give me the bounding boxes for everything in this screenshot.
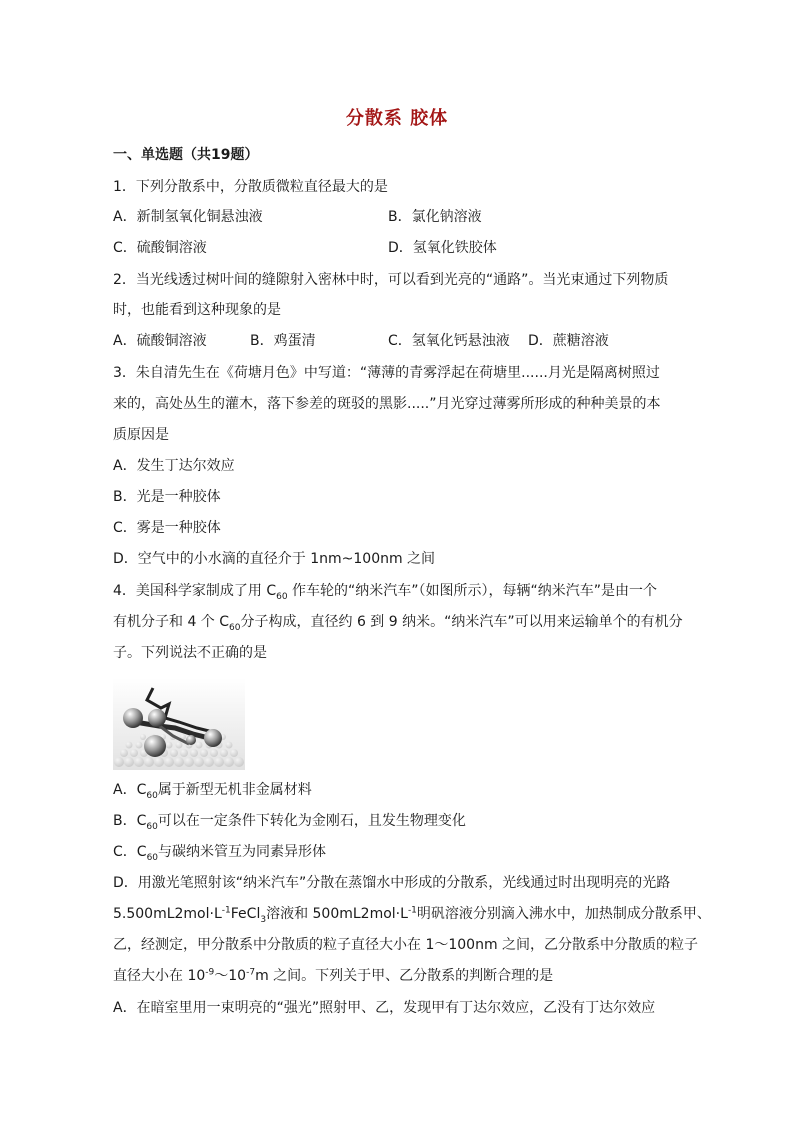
q5-l1-d: 明矾溶液分别滴入沸水中，加热制成分散系甲、 <box>416 906 711 922</box>
q3-option-c: C．雾是一种胶体 <box>113 520 221 536</box>
q5-l1-b: FeCl <box>230 906 261 922</box>
q5-l1-sup: -1 <box>221 905 231 916</box>
q4-line2-part2: 分子构成，直径约 6 到 9 纳米。“纳米汽车”可以用来运输单个的有机分 <box>240 614 683 630</box>
q4-line1-part2: 作车轮的“纳米汽车”（如图所示），每辆“纳米汽车”是由一个 <box>287 583 658 599</box>
q5-l1-sub: 3 <box>260 914 267 925</box>
q4-option-b-sub: 60 <box>146 821 158 832</box>
q4-option-c <box>113 842 326 862</box>
q4-option-a <box>113 780 312 800</box>
q4-option-b <box>113 811 466 831</box>
q5-stem-line1 <box>113 904 711 924</box>
nanocar-image <box>113 678 245 770</box>
page-title: 分散系 胶体 <box>345 108 449 129</box>
q4-line1-part1: 4．美国科学家制成了用 C <box>113 583 277 599</box>
q1-option-b: B．氯化钠溶液 <box>388 209 482 225</box>
q5-l3-c: m 之间。下列关于甲、乙分散系的判断合理的是 <box>255 968 554 984</box>
q5-l1-sup2: -1 <box>407 905 417 916</box>
q1-option-a: A．新制氢氧化铜悬浊液 <box>113 209 263 225</box>
q4-option-b-prefix: B．C <box>113 813 147 829</box>
q3-stem-line3: 质原因是 <box>113 427 169 443</box>
q4-option-a-prefix: A．C <box>113 782 147 798</box>
q3-stem-line2: 来的，高处丛生的灌木，落下参差的斑驳的黑影.....”月光穿过薄雾所形成的种种美景的本 <box>113 396 661 412</box>
q1-option-d: D．氢氧化铁胶体 <box>388 240 497 256</box>
q4-stem-line3: 子。下列说法不正确的是 <box>113 645 267 661</box>
q1-stem: 1．下列分散系中，分散质微粒直径最大的是 <box>113 179 388 195</box>
q5-l3-a: 直径大小在 10 <box>113 968 206 984</box>
q1-option-c: C．硫酸铜溶液 <box>113 240 207 256</box>
q4-line1-sub: 60 <box>276 591 288 602</box>
q5-l1-c: 溶液和 500mL2mol·L <box>266 906 408 922</box>
q3-stem-line1: 3．朱自清先生在《荷塘月色》中写道：“薄薄的青雾浮起在荷塘里......月光是隔离树照过 <box>113 365 660 381</box>
q4-line2-sub: 60 <box>229 622 241 633</box>
q2-option-d: D．蔗糖溶液 <box>528 333 609 349</box>
q4-option-a-sub: 60 <box>146 790 158 801</box>
q5-stem-line2: 乙，经测定，甲分散系中分散质的粒子直径大小在 1～100nm 之间，乙分散系中分散质的粒子 <box>113 937 699 953</box>
q2-stem-line1: 2．当光线透过树叶间的缝隙射入密林中时，可以看到光亮的“通路”。当光束通过下列物质 <box>113 272 669 288</box>
q4-option-a-text: 属于新型无机非金属材料 <box>157 782 312 798</box>
q5-l3-sup2: -7 <box>246 967 256 978</box>
q4-stem-line1 <box>113 581 657 601</box>
q2-option-c: C．氢氧化钙悬浊液 <box>388 333 510 349</box>
q3-option-d: D．空气中的小水滴的直径介于 1nm~100nm 之间 <box>113 551 436 567</box>
q4-line2-part1: 有机分子和 4 个 C <box>113 614 230 630</box>
q4-option-b-text: 可以在一定条件下转化为金刚石，且发生物理变化 <box>157 813 466 829</box>
q5-l1-a: 5.500mL2mol·L <box>113 906 222 922</box>
q5-stem-line3 <box>113 966 553 986</box>
q4-stem-line2 <box>113 612 683 632</box>
q5-l3-b: ～10 <box>214 968 247 984</box>
q4-option-d: D．用激光笔照射该“纳米汽车”分散在蒸馏水中形成的分散系，光线通过时出现明亮的光路 <box>113 875 671 891</box>
q4-option-c-text: 与碳纳米管互为同素异形体 <box>158 844 327 860</box>
q5-l3-sup1: -9 <box>205 967 215 978</box>
q2-option-a: A．硫酸铜溶液 <box>113 333 207 349</box>
q2-option-b: B．鸡蛋清 <box>250 333 316 349</box>
q4-option-c-prefix: C．C <box>113 844 147 860</box>
q4-option-c-sub: 60 <box>146 852 159 863</box>
q3-option-a: A．发生丁达尔效应 <box>113 458 235 474</box>
q5-option-a: A．在暗室里用一束明亮的“强光”照射甲、乙，发现甲有丁达尔效应，乙没有丁达尔效应 <box>113 1000 656 1016</box>
section-heading: 一、单选题（共19题） <box>113 147 259 163</box>
q3-option-b: B．光是一种胶体 <box>113 489 221 505</box>
q2-stem-line2: 时，也能看到这种现象的是 <box>113 302 281 318</box>
